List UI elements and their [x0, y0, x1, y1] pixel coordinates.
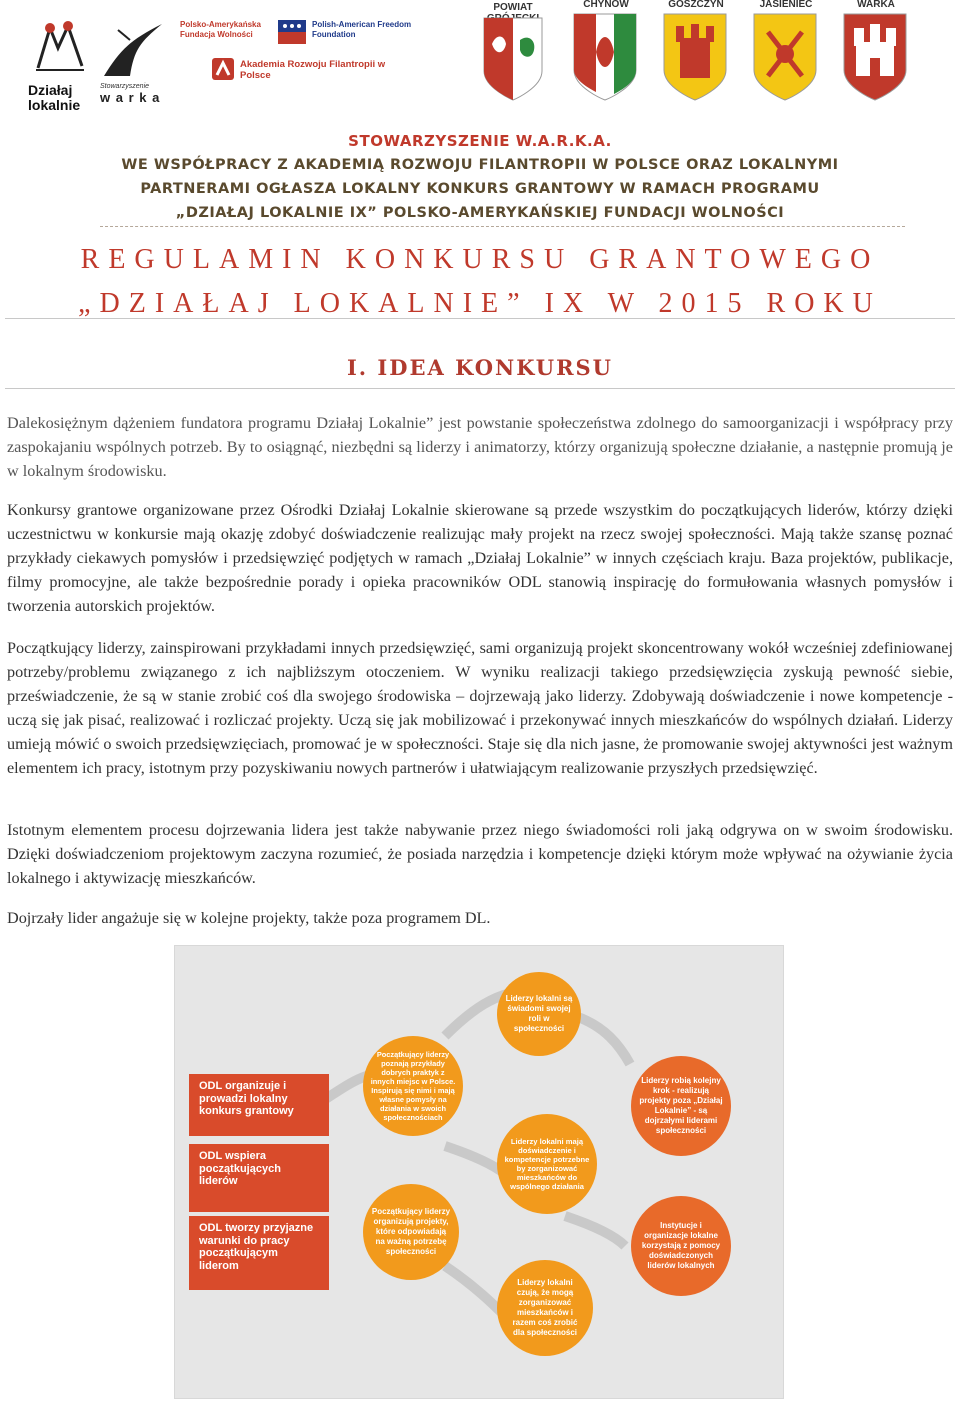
- jasieniec-crest-icon: [752, 12, 818, 102]
- crest-label-chynow: CHYNÓW: [583, 0, 629, 10]
- crest-label-goszczyn: GOSZCZYN: [668, 0, 724, 10]
- regulation-title: [0, 238, 960, 326]
- regulation-title-line: „DZIAŁAJ LOKALNIE” IX W 2015 ROKU: [78, 288, 882, 319]
- projects-circle: [363, 1184, 459, 1280]
- odl-organizes-box: ODL organizuje i prowadzi lokalny konkurs grantowy: [189, 1074, 329, 1136]
- intro-line: WE WSPÓŁPRACY Z AKADEMIĄ ROZWOJU FILANTROPII W POLSCE ORAZ LOKALNYMI: [121, 157, 839, 173]
- pafw-flag-icon: [278, 20, 306, 44]
- intro-line: PARTNERAMI OGŁASZA LOKALNY KONKURS GRANTOWY W RAMACH PROGRAMU: [140, 181, 820, 197]
- arfp-icon: [212, 58, 234, 80]
- odl-supports-box: ODL wspiera początkujących liderów: [189, 1144, 329, 1212]
- circle-text: Liderzy lokalni czują, że mogą zorganizować mieszkańców i razem coś zrobić dla społeczności: [512, 1278, 578, 1337]
- institutions-circle: [631, 1196, 731, 1296]
- pafw-logo: [180, 20, 410, 48]
- pafw-en: Polish-American Freedom Foundation: [312, 20, 412, 39]
- divider: [5, 318, 955, 319]
- powiat-crest-icon: [482, 16, 544, 102]
- community-leaders-circle: [497, 1260, 593, 1356]
- paragraph: Dalekosiężnym dążeniem fundatora programu Działaj Lokalnie” jest powstanie społeczeństwa zdolnego do samoorganizacji i współpracy przy zaspokajaniu wspólnych potrzeb. By to osiągnąć, niezbędni są liderzy i animatorzy, którzy organizują społeczne działanie, a następnie promują je w lokalnym środowisku.: [7, 414, 953, 480]
- circle-text: Liderzy robią kolejny krok - realizują projekty poza „Działaj Lokalnie” - są dojrzałymi liderami społeczności: [639, 1076, 723, 1135]
- divider: [5, 388, 955, 389]
- paragraph: Dojrzały lider angażuje się w kolejne projekty, także poza programem DL.: [7, 909, 491, 927]
- crest-label-powiat: POWIAT: [493, 2, 533, 13]
- bird-icon: [100, 20, 166, 78]
- circle-text: Liderzy lokalni mają doświadczenie i kompetencje potrzebne by zorganizować mieszkańców do wspólnego działania: [504, 1137, 590, 1191]
- warka-logo-text: w a r k a: [100, 90, 161, 105]
- aware-leaders-circle: [497, 972, 581, 1056]
- warka-logo-top: Stowarzyszenie: [100, 83, 150, 90]
- announcement-intro: [60, 153, 900, 225]
- odl-conditions-box: ODL tworzy przyjazne warunki do pracy początkującym liderom: [189, 1216, 329, 1290]
- header-logos: [0, 0, 960, 120]
- figure-icon: [28, 18, 92, 78]
- crest-label-warka: WARKA: [857, 0, 895, 10]
- inspired-leaders-circle: [363, 1036, 463, 1136]
- paragraph: Początkujący liderzy, zainspirowani przykładami innych przedsięwzięć, sami organizują projekt skoncentrowany wokół wcześniej zdefiniowanej potrzeby/problemu związanego z ich najbliższym otoczeniem. W wyniku realizacji takiego przedsięwzięcia zyskują pewność siebie, przeświadczenie, że są w stanie zrobić coś dla swojego środowiska – dojrzewają jako liderzy. Zdobywają doświadczenie i nowe kompetencje - uczą się jak pisać, realizować i rozliczać projekty. Uczą się jak mobilizować i przekonywać innych mieszkańców do wspólnych działań. Liderzy umieją mówić o swoich przedsięwzięciach, promować je w społeczności. Staje się dla nich jasne, że promowanie swojej aktywności jest ważnym elementem ich pracy, istotnym przy pozyskiwaniu nowych partnerów i ułatwiającym realizowanie przyszłych przedsięwzięć.: [7, 639, 953, 777]
- dzialaj-lokalnie-logo: [28, 18, 92, 113]
- regulation-title-line: REGULAMIN KONKURSU GRANTOWEGO: [80, 244, 880, 275]
- mature-leaders-circle: [631, 1056, 731, 1156]
- goszczyn-crest-icon: [662, 12, 728, 102]
- crest-label-jasieniec: JASIENIEC: [759, 0, 813, 10]
- arfp-logo: [212, 58, 392, 84]
- arfp-text: Akademia Rozwoju Filantropii w Polsce: [240, 59, 386, 81]
- intro-line: „DZIAŁAJ LOKALNIE IX” POLSKO-AMERYKAŃSKIEJ FUNDACJI WOLNOŚCI: [175, 205, 785, 221]
- divider: [100, 226, 905, 227]
- leader-development-diagram: [174, 945, 784, 1399]
- chynow-crest-icon: [572, 12, 638, 102]
- circle-text: Początkujący liderzy poznają przykłady dobrych praktyk z innych miejsc w Polsce. Inspirują się nimi i mają własne pomysły na działania w swoich społecznościach: [370, 1050, 456, 1122]
- dzialaj-logo-text: Działaj lokalnie: [28, 82, 81, 113]
- circle-text: Liderzy lokalni są świadomi swojej roli w społeczności: [505, 994, 573, 1033]
- warka-crest-icon: [842, 12, 908, 102]
- circle-text: Instytucje i organizacje lokalne korzystają z pomocy doświadczonych liderów lokalnych: [641, 1221, 721, 1270]
- experienced-leaders-circle: [497, 1114, 597, 1214]
- circle-text: Początkujący liderzy organizują projekty, które odpowiadają na ważną potrzebę społeczności: [371, 1207, 451, 1256]
- warka-logo: [100, 20, 166, 106]
- paragraph: Konkursy grantowe organizowane przez Ośrodki Działaj Lokalnie skierowane są przede wszystkim do początkujących liderów, którzy dzięki uczestnictwu w konkursie mają okazję zdobyć doświadczenie realizując mały projekt na rzecz swojej społeczności. Mają także szansę poznać przykłady ciekawych pomysłów i przedsięwzięć podjętych w ramach „Działaj Lokalnie” w innych częściach kraju. Baza projektów, publikacje, filmy promocyjne, ale także bezpośrednie porady i opieka pracowników ODL stanowią inspirację do formułowania własnych pomysłów i tworzenia autorskich projektów.: [7, 501, 953, 615]
- pafw-pl: Polsko-Amerykańska Fundacja Wolności: [180, 20, 261, 39]
- organization-name: STOWARZYSZENIE W.A.R.K.A.: [348, 132, 612, 150]
- section-heading: I. IDEA KONKURSU: [346, 355, 613, 380]
- paragraph: Istotnym elementem procesu dojrzewania lidera jest także nabywanie przez niego świadomości roli jaką odgrywa on w swoim środowisku. Dzięki doświadczeniom projektowym zaczyna rozumieć, że posiada narzędzia i kompetencje dzięki którym może wpływać na ożywianie życia lokalnego i aktywizację mieszkańców.: [7, 821, 953, 887]
